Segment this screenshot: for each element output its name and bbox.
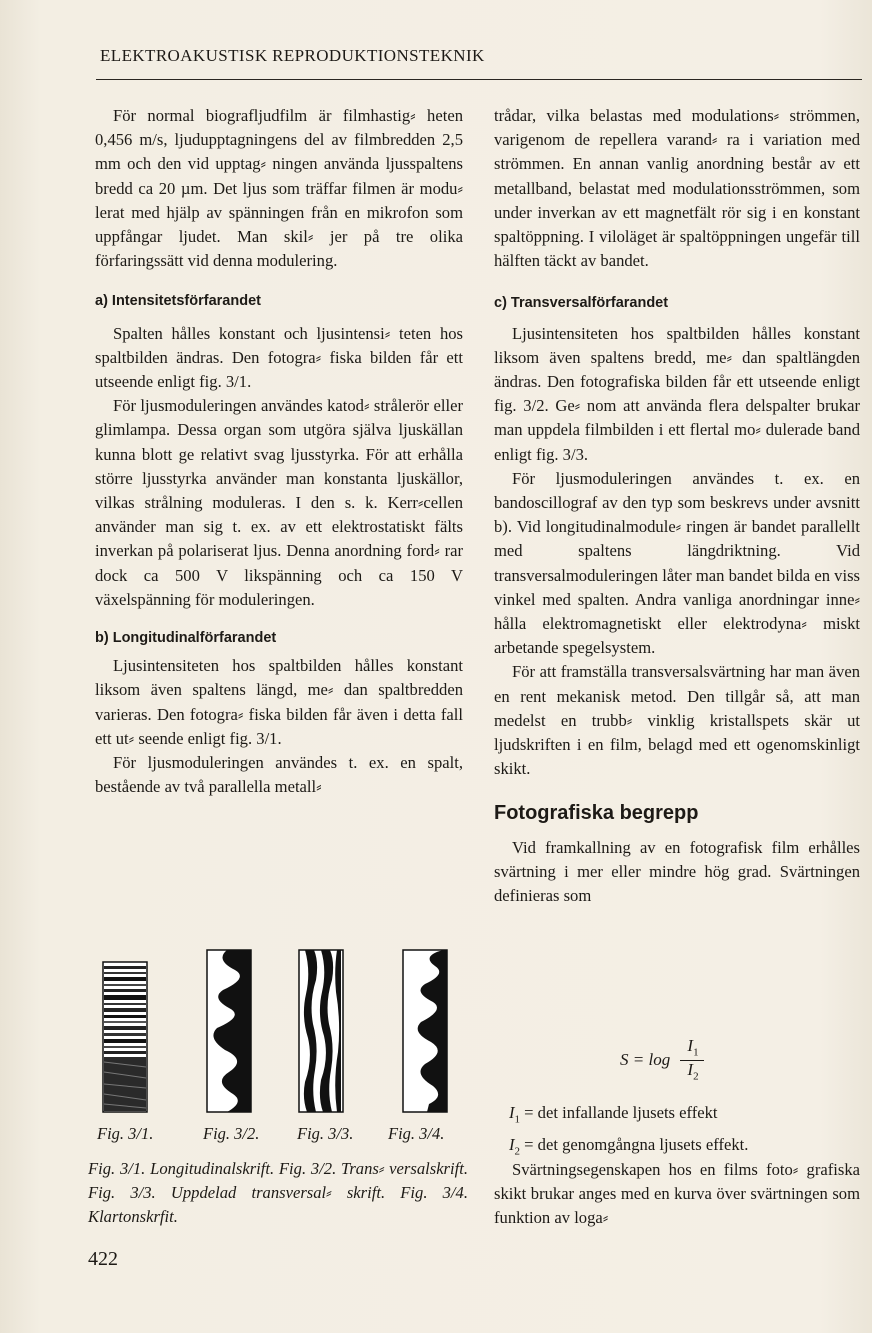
b-paragraph-2: För ljusmoduleringen användes t. ex. en spalt, bestående av två parallella metall⸗ — [95, 753, 463, 797]
c-paragraph-3: För att framställa transversalsvärtning har man även en rent mekanisk metod. Den tillgår så, att man medelst en trubb⸗ vinklig kristallspets skär ut ljudskriften i en film, belagd med ett ogenomskinligt skikt. — [494, 662, 860, 779]
definition-i2: $I_2 = \det$ genomgångna ljusets effekt. — [509, 1135, 749, 1158]
running-head: ELEKTROAKUSTISK REPRODUKTIONSTEKNIK — [100, 46, 485, 65]
b-paragraph-1: Ljusintensiteten hos spaltbilden hålles konstant liksom även spaltens längd, me⸗ dan spaltbredden varieras. Den fotogra⸗ fiska bilden får även i detta fall ett ut⸗ seende enligt fig. 3/1. — [95, 656, 463, 748]
fig-3-1-image — [103, 962, 147, 1112]
c-paragraph-2: För ljusmoduleringen användes t. ex. en bandoscillograf av den typ som beskrevs under avsnitt b). Vid longitudinalmodule⸗ ringen är bandet parallellt med spaltens längdriktning. Vid transversalmoduleringen låter man bandet bilda en viss vinkel med spalten. Andra vanliga anordningar inne⸗ hålla elektromagnetiskt eller elektrodyna⸗ miskt arbetande spegelsystem. — [494, 468, 860, 658]
fig-label-3-1: Fig. 3/1. — [97, 1124, 154, 1143]
page-number: 422 — [88, 1248, 118, 1270]
formula-lhs: S = log — [620, 1050, 671, 1069]
right-column — [494, 104, 860, 908]
photo-paragraph-1: Vid framkallning av en fotografisk film erhålles svärtning i mer eller mindre hög grad. Svärtningen definieras som — [494, 837, 860, 906]
formula-denominator: $I_2$ — [687, 1060, 699, 1083]
fig-3-3-image — [299, 950, 343, 1112]
section-heading: Fotografiska begrepp — [494, 802, 699, 825]
a-paragraph-2: För ljusmoduleringen användes katod⸗ strålerör eller glimlampa. Dessa organ som utgöra själva ljuskällan kunna blott ge relativt svag ljusstyrka. För att erhålla större ljusstyrka använder man konstanta ljuskällor, vilkas strålning moduleras. I den s. k. Kerr⸗cellen använder man sig t. ex. av ett elektrostatiskt fälts inverkan på polariserat ljus. Denna anordning ford⸗ rar dock ca 500 V likspänning och ca 150 V växelspänning för moduleringen. — [95, 396, 463, 609]
fig-3-2-image — [207, 950, 251, 1112]
photo-paragraph-2: Svärtningsegenskapen hos en films foto⸗ grafiska skikt brukar anges med en kurva över svärtningen som funktion av loga⸗ — [494, 1160, 860, 1228]
fig-label-3-3: Fig. 3/3. — [297, 1124, 354, 1143]
left-column — [95, 104, 463, 799]
fig-label-3-2: Fig. 3/2. — [203, 1124, 260, 1143]
subheading-c: c) Transversalförfarandet — [494, 295, 669, 312]
figure-caption: Fig. 3/1. Longitudinalskrift. Fig. 3/2. Trans⸗ versalskrift. Fig. 3/3. Uppdelad transversal⸗ skrift. Fig. 3/4. Klartonskrfit. — [88, 1159, 468, 1226]
subheading-a: a) Intensitetsförfarandet — [95, 293, 261, 310]
subheading-b: b) Longitudinalförfarandet — [95, 630, 277, 647]
formula-numerator: $I_1$ — [687, 1036, 699, 1059]
fig-label-3-4: Fig. 3/4. — [388, 1124, 445, 1143]
intro-paragraph: För normal biografljudfilm är filmhastig⸗ heten 0,456 m/s, ljudupptagningens del av filmbredden 2,5 mm och den vid upptag⸗ ningen använda ljusspaltens bredd ca 20 µm. Det ljus som träffar filmen är modu⸗ lerat med hjälp av spänningen från en mikrofon som uppfångar ljudet. Man skil⸗ jer på tre olika förfaringssätt vid denna modulering. — [95, 106, 463, 271]
right-column-end — [494, 1158, 860, 1231]
formula-definitions — [509, 1100, 748, 1165]
a-paragraph-1: Spalten hålles konstant och ljusintensi⸗ teten hos spaltbilden ändras. Den fotogra⸗ fiska bilden får ett utseende enligt fig. 3/1. — [95, 323, 463, 392]
fig-3-4-image — [403, 950, 447, 1112]
header-rule — [96, 79, 862, 80]
figure-strip — [95, 942, 465, 1122]
continuation-paragraph: trådar, vilka belastas med modulations⸗ strömmen, varigenom de repellera varand⸗ ra i variation med strömmen. En annan vanlig anordning består av ett metallband, belastat med modulationsströmmen, som under inverkan av ett magnetfält rör sig i en konstant spaltöppning. I viloläget är spaltöppningen ungefär till hälften täckt av bandet. — [494, 106, 860, 271]
c-paragraph-1: Ljusintensiteten hos spaltbilden hålles konstant liksom även spaltens bredd, me⸗ dan spaltlängden ändras. Den fotografiska bilden får ett utseende enligt fig. 3/2. Ge⸗ nom att använda flera delspalter brukar man uppdela filmbilden i ett flertal mo⸗ dulerade band enligt fig. 3/3. — [494, 323, 860, 464]
definition-i1: $I_1 = \det$ infallande ljusets effekt — [509, 1103, 718, 1126]
